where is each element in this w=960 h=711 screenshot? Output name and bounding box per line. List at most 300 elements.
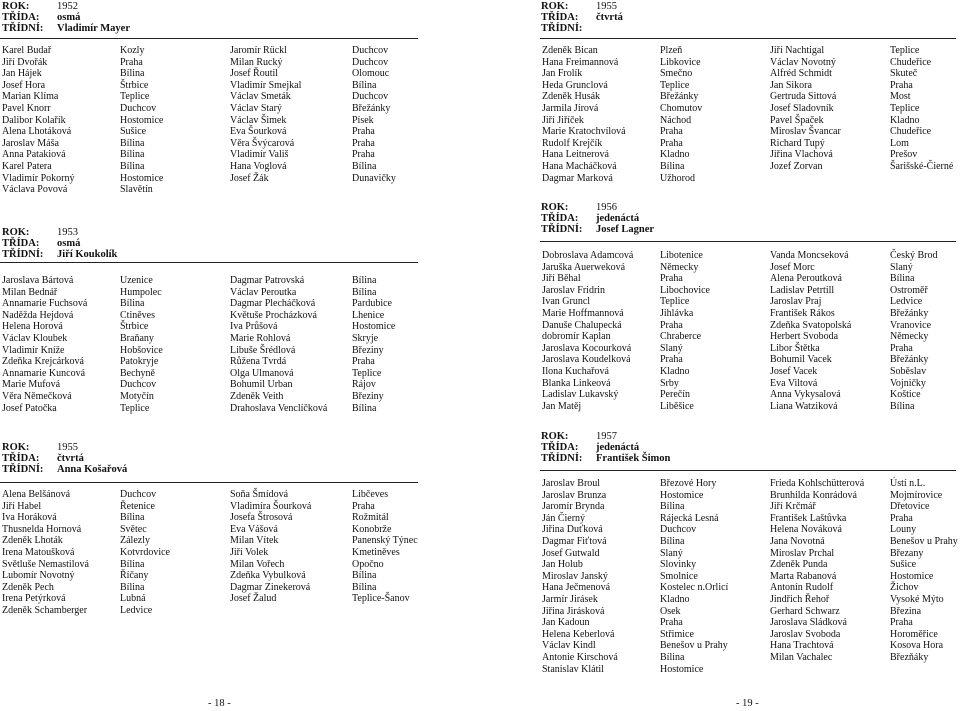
student-name: Milan Vachalec: [770, 651, 833, 663]
student-hometown: Liběšice: [660, 400, 694, 412]
student-hometown: Teplice: [120, 402, 150, 414]
student-hometown: Jihlávka: [660, 307, 694, 319]
student-hometown: Náchod: [660, 114, 692, 126]
header-rok-row: [2, 2, 302, 13]
student-row: [542, 296, 954, 308]
student-row: [2, 138, 416, 150]
student-row: [542, 103, 954, 115]
student-hometown: Duchcov: [352, 91, 389, 103]
student-hometown: Březiny: [352, 390, 384, 402]
student-name: Josef Sladovník: [770, 102, 834, 114]
student-hometown: Rájecká Lesná: [660, 512, 719, 524]
student-hometown: Smolnice: [660, 570, 698, 582]
student-row: [2, 80, 416, 92]
header-rok-row: [2, 443, 302, 454]
student-row: [542, 138, 954, 150]
student-name: Milan Rucký: [230, 56, 283, 68]
student-hometown: Ledvice: [890, 296, 923, 308]
student-hometown: Olomouc: [352, 68, 390, 80]
student-row: [542, 80, 954, 92]
student-row: [542, 366, 954, 378]
student-name: Dagmar Fiťtová: [542, 535, 607, 547]
header-value-rok: 1955: [596, 1, 617, 12]
student-hometown: Kladno: [660, 365, 690, 377]
student-hometown: Ctiněves: [120, 309, 155, 321]
student-hometown: Kosova Hora: [890, 640, 944, 652]
student-hometown: Louny: [890, 524, 917, 536]
student-hometown: Bílina: [352, 160, 377, 172]
student-name: Josef Řoutil: [230, 68, 279, 80]
student-name: Bohumil Vacek: [770, 354, 832, 366]
student-hometown: Libkovice: [660, 56, 701, 68]
student-hometown: Konobrže: [352, 523, 392, 535]
student-list: [542, 45, 954, 184]
student-name: Květuše Procházková: [230, 309, 317, 321]
student-name: Josef Morc: [770, 261, 815, 273]
student-name: Eva Šourková: [230, 126, 287, 138]
student-hometown: Praha: [352, 500, 375, 512]
student-hometown: Mojmírovice: [890, 489, 943, 501]
student-row: [542, 308, 954, 320]
student-hometown: Chudeřice: [890, 126, 932, 138]
student-name: Jaroslav Máša: [2, 137, 59, 149]
student-row: [2, 524, 416, 536]
student-hometown: Praha: [352, 149, 375, 161]
student-hometown: Žichov: [890, 582, 919, 594]
student-row: [542, 401, 954, 413]
student-hometown: Skryje: [352, 332, 379, 344]
student-hometown: Hostomice: [352, 321, 396, 333]
student-name: Milan Vítek: [230, 535, 279, 547]
student-name: Václav Šimek: [230, 114, 287, 126]
student-name: Jaruška Auerweková: [542, 261, 626, 273]
student-row: [2, 275, 416, 287]
header-value-trida: čtvrtá: [57, 453, 84, 464]
student-name: Jiří Nachtigal: [770, 45, 825, 56]
header-label-rok: ROK:: [2, 227, 30, 238]
student-hometown: Bílina: [352, 286, 377, 298]
student-name: Josefa Štrosová: [230, 512, 293, 524]
student-row: [542, 640, 954, 652]
student-row: [542, 478, 954, 490]
student-hometown: Ledvice: [120, 604, 153, 616]
student-name: Vladimíra Šourková: [230, 500, 312, 512]
student-hometown: Kotvrdovice: [120, 546, 170, 558]
student-name: Josef Žalud: [230, 593, 277, 605]
student-hometown: Hostomice: [660, 663, 704, 675]
student-name: Karel Patera: [2, 160, 52, 172]
student-name: Dobroslava Adamcová: [542, 250, 634, 261]
student-hometown: Slaný: [890, 261, 913, 273]
student-name: Marie Mufová: [2, 379, 61, 391]
student-hometown: Praha: [660, 354, 683, 366]
student-row: [542, 354, 954, 366]
student-hometown: Bílina: [120, 581, 145, 593]
student-hometown: Bechyně: [120, 367, 155, 379]
student-hometown: Prešov: [890, 149, 918, 161]
student-hometown: Březové Hory: [660, 478, 717, 489]
header-trida-row: [2, 13, 302, 24]
student-hometown: Břežánky: [890, 354, 929, 366]
header-label-tridni: TŘÍDNÍ:: [2, 23, 44, 34]
student-hometown: Kmetiněves: [352, 546, 400, 558]
student-hometown: Ústí n.L.: [890, 478, 926, 489]
student-name: Jaroslava Bártová: [2, 275, 74, 286]
student-row: [542, 501, 954, 513]
header-trida-row: [541, 214, 841, 225]
header-label-trida: TŘÍDA:: [541, 442, 579, 453]
student-name: Alena Peroutková: [770, 273, 842, 285]
student-name: Jiří Dvořák: [2, 56, 48, 68]
student-name: Alfréd Schmidt: [770, 68, 832, 80]
student-hometown: Hostomice: [890, 570, 934, 582]
student-row: [542, 513, 954, 525]
header-value-tridni: Josef Lagner: [596, 224, 655, 235]
student-name: Jan Frolík: [542, 68, 583, 80]
header-value-rok: 1953: [57, 227, 78, 238]
header-value-tridni: Jiří Koukolík: [57, 249, 118, 260]
student-hometown: Panenský Týnec: [352, 535, 418, 547]
student-name: Marie Kratochvílová: [542, 126, 626, 138]
student-name: Zdeněk Punda: [770, 559, 828, 571]
student-name: Frieda Kohlschütterová: [770, 478, 865, 489]
student-list: [542, 250, 954, 412]
student-hometown: Vysoké Mýto: [890, 593, 944, 605]
header-value-tridni: František Šimon: [596, 453, 671, 464]
header-value-trida: jedenáctá: [596, 442, 640, 453]
student-hometown: Štrbice: [120, 321, 149, 333]
student-hometown: Slovinky: [660, 559, 697, 571]
student-hometown: Praha: [660, 319, 683, 331]
student-name: Jarmír Jirásek: [542, 593, 598, 605]
student-hometown: Hostomice: [660, 489, 704, 501]
student-name: Jan Sikora: [770, 79, 812, 91]
student-row: [2, 593, 416, 605]
student-name: Karel Budař: [2, 45, 52, 56]
student-hometown: Německy: [660, 261, 699, 273]
header-value-rok: 1957: [596, 431, 617, 442]
student-hometown: Rájov: [352, 379, 376, 391]
header-value-rok: 1955: [57, 442, 78, 453]
student-hometown: Sušice: [890, 559, 917, 571]
student-hometown: Bílina: [352, 402, 377, 414]
student-row: [542, 378, 954, 390]
student-hometown: Bílina: [352, 275, 377, 286]
header-label-tridni: TŘÍDNÍ:: [2, 249, 44, 260]
student-hometown: Březina: [890, 605, 922, 617]
header-label-tridni: TŘÍDNÍ:: [541, 453, 583, 464]
student-hometown: Duchcov: [352, 56, 389, 68]
student-name: Milan Bednář: [2, 286, 58, 298]
student-hometown: Hobšovice: [120, 344, 163, 356]
student-row: [542, 45, 954, 57]
student-row: [542, 173, 954, 185]
student-hometown: Praha: [660, 273, 683, 285]
student-row: [542, 68, 954, 80]
student-row: [2, 535, 416, 547]
student-hometown: Humpolec: [120, 286, 162, 298]
header-trida-row: [541, 443, 841, 454]
student-row: [2, 321, 416, 333]
header-label-trida: TŘÍDA:: [2, 453, 40, 464]
student-name: Jaroslav Fridrin: [542, 284, 606, 296]
header-value-trida: osmá: [57, 238, 81, 249]
student-hometown: Teplice: [890, 45, 920, 56]
header-value-trida: čtvrtá: [596, 12, 623, 23]
student-hometown: Praha: [890, 617, 913, 629]
student-hometown: Bílina: [352, 581, 377, 593]
student-hometown: Libochovice: [660, 284, 710, 296]
student-name: Miroslav Švancar: [770, 126, 841, 138]
student-row: [542, 149, 954, 161]
student-name: Dagmar Plecháčková: [230, 298, 316, 310]
header-value-rok: 1956: [596, 202, 617, 213]
student-hometown: Bílina: [120, 558, 145, 570]
student-name: Jan Holub: [542, 559, 583, 571]
student-row: [2, 45, 416, 57]
student-row: [2, 103, 416, 115]
student-name: Jaroslav Svoboda: [770, 628, 841, 640]
student-name: Marie Hoffmannová: [542, 307, 624, 319]
student-name: Zdeněk Bican: [542, 45, 598, 56]
student-name: Blanka Linkeová: [542, 377, 611, 389]
student-row: [2, 126, 416, 138]
student-hometown: Písek: [352, 114, 374, 126]
student-name: Josef Vacek: [770, 365, 818, 377]
student-hometown: Lubná: [120, 593, 146, 605]
student-hometown: Soběslav: [890, 365, 927, 377]
student-hometown: Bílina: [352, 79, 377, 91]
header-value-tridni: Vladimír Mayer: [57, 23, 130, 34]
student-name: Dagmar Marková: [542, 172, 613, 184]
student-name: Zdeněk Schamberger: [2, 604, 88, 616]
header-trida-row: [2, 239, 302, 250]
student-name: Jaromír Brynda: [542, 501, 605, 513]
student-row: [542, 343, 954, 355]
student-hometown: Ostroměř: [890, 284, 928, 296]
student-name: Vladimír Smejkal: [230, 79, 302, 91]
student-name: Stanislav Klátil: [542, 663, 604, 675]
header-value-rok: 1952: [57, 1, 78, 12]
header-rok-row: [541, 203, 841, 214]
header-tridni-row: [541, 225, 841, 236]
student-hometown: Praha: [352, 126, 375, 138]
student-hometown: Lhenice: [352, 309, 385, 321]
header-trida-row: [2, 454, 302, 465]
student-hometown: Smečno: [660, 68, 693, 80]
student-list: [542, 478, 958, 675]
student-name: Brunhilda Konrádová: [770, 489, 857, 501]
header-tridni-row: [2, 24, 302, 35]
student-name: Josef Gutwald: [542, 547, 600, 559]
student-name: Helena Horová: [2, 321, 63, 333]
student-hometown: Hostomice: [120, 172, 164, 184]
student-row: [2, 298, 416, 310]
student-list: [2, 45, 416, 196]
student-row: [542, 571, 954, 583]
student-name: Jiří Jiříček: [542, 114, 584, 126]
student-name: Hana Macháčková: [542, 160, 617, 172]
student-list: [2, 489, 416, 617]
student-hometown: Německy: [890, 331, 929, 343]
header-label-trida: TŘÍDA:: [541, 12, 579, 23]
student-hometown: Benešov u Prahy: [890, 535, 958, 547]
student-name: Irena Matoušková: [2, 546, 75, 558]
student-hometown: Osek: [660, 605, 681, 617]
student-hometown: Benešov u Prahy: [660, 640, 728, 652]
student-row: [542, 262, 954, 274]
student-row: [2, 605, 416, 617]
student-name: Alena Lhotáková: [2, 126, 72, 138]
student-hometown: Kladno: [890, 114, 920, 126]
student-name: Eva Vášová: [230, 523, 278, 535]
header-label-rok: ROK:: [541, 1, 569, 12]
student-name: Václav Kindl: [542, 640, 596, 652]
student-row: [2, 333, 416, 345]
student-name: Zdeňka Vybulková: [230, 570, 306, 582]
student-hometown: Praha: [120, 56, 143, 68]
student-name: Vladimír Pokorný: [2, 172, 75, 184]
student-hometown: Vranovice: [890, 319, 932, 331]
student-name: Thusnelda Hornová: [2, 523, 82, 535]
student-hometown: Teplice: [660, 79, 690, 91]
header-rok-row: [2, 228, 302, 239]
student-hometown: Praha: [890, 512, 913, 524]
student-hometown: Bílina: [120, 68, 145, 80]
student-hometown: Dunavičky: [352, 172, 396, 184]
student-hometown: Břežánky: [352, 102, 391, 114]
student-row: [2, 161, 416, 173]
student-hometown: Bílina: [890, 400, 915, 412]
student-name: Jaroslava Sládková: [770, 617, 847, 629]
student-row: [2, 501, 416, 513]
student-hometown: Zálezly: [120, 535, 150, 547]
student-row: [2, 582, 416, 594]
student-row: [542, 664, 954, 676]
student-name: Jindřich Řehoř: [770, 593, 830, 605]
student-name: Milan Vořech: [230, 558, 285, 570]
student-name: Richard Tupý: [770, 137, 825, 149]
student-name: Annamarie Fuchsová: [2, 298, 88, 310]
student-name: Jaromír Rückl: [230, 45, 287, 56]
header-rok-row: [541, 2, 841, 13]
page-19: [480, 0, 960, 711]
student-name: Václava Povová: [2, 184, 68, 196]
header-tridni-row: [541, 454, 841, 465]
student-hometown: Kladno: [660, 149, 690, 161]
student-hometown: Duchcov: [352, 45, 389, 56]
student-name: Iva Horáková: [2, 512, 57, 524]
student-row: [2, 391, 416, 403]
student-hometown: Sušice: [120, 126, 147, 138]
student-name: Anna Vykysalová: [770, 389, 841, 401]
student-hometown: Plzeň: [660, 45, 683, 56]
student-hometown: Chomutov: [660, 102, 703, 114]
student-hometown: Dřetovice: [890, 501, 930, 513]
student-hometown: Teplice-Šanov: [352, 593, 410, 605]
student-name: Jiří Volek: [230, 546, 269, 558]
student-name: Dagmar Patrovská: [230, 275, 305, 286]
header-tridni-row: [2, 250, 302, 261]
student-hometown: Libčeves: [352, 489, 389, 500]
student-name: Jaroslav Praj: [770, 296, 822, 308]
student-name: Lubomír Novotný: [2, 570, 75, 582]
student-name: Ilona Kuchařová: [542, 365, 609, 377]
student-name: Jiřina Jirásková: [542, 605, 605, 617]
student-hometown: Hostomice: [120, 114, 164, 126]
student-row: [542, 161, 954, 173]
student-row: [2, 91, 416, 103]
student-name: Jan Hájek: [2, 68, 42, 80]
student-row: [542, 91, 954, 103]
student-name: Liana Watziková: [770, 400, 838, 412]
student-name: Hana Ječmenová: [542, 582, 611, 594]
header-label-trida: TŘÍDA:: [541, 213, 579, 224]
student-row: [2, 559, 416, 571]
student-row: [542, 320, 954, 332]
student-hometown: Duchcov: [120, 102, 157, 114]
student-name: Zdeněk Pech: [2, 581, 54, 593]
student-hometown: Břežánky: [890, 307, 929, 319]
student-row: [2, 547, 416, 559]
header-label-rok: ROK:: [541, 431, 569, 442]
student-name: Jana Novotná: [770, 535, 825, 547]
student-name: Drahoslava Venclíčková: [230, 402, 328, 414]
student-hometown: Praha: [890, 342, 913, 354]
header-value-trida: jedenáctá: [596, 213, 640, 224]
student-hometown: Bílina: [120, 149, 145, 161]
student-name: Jiří Habel: [2, 500, 42, 512]
student-hometown: Praha: [660, 617, 683, 629]
student-row: [2, 310, 416, 322]
student-row: [2, 287, 416, 299]
student-hometown: Střimice: [660, 628, 694, 640]
student-name: Vladimír Kníže: [2, 344, 65, 356]
student-name: Hana Voglová: [230, 160, 287, 172]
student-name: Pavel Knorr: [2, 102, 51, 114]
student-hometown: Teplice: [660, 296, 690, 308]
student-name: Václav Kloubek: [2, 332, 68, 344]
student-name: Miroslav Janský: [542, 570, 608, 582]
student-name: Dagmar Zinekerová: [230, 581, 311, 593]
student-name: Rudolf Krejčík: [542, 137, 603, 149]
student-row: [542, 115, 954, 127]
student-name: Jaroslav Brunza: [542, 489, 607, 501]
student-hometown: Kozly: [120, 45, 145, 56]
header-label-rok: ROK:: [541, 202, 569, 213]
student-name: Světluše Nemastilová: [2, 558, 89, 570]
student-name: Bohumil Urban: [230, 379, 293, 391]
section-divider: [540, 241, 956, 242]
student-row: [542, 285, 954, 297]
header-label-tridni: TŘÍDNÍ:: [2, 464, 44, 475]
student-hometown: Chudeřice: [890, 56, 932, 68]
student-name: Antonín Rudolf: [770, 582, 834, 594]
student-hometown: Uzenice: [120, 275, 153, 286]
student-hometown: Skuteč: [890, 68, 918, 80]
student-hometown: Světec: [120, 523, 147, 535]
student-row: [542, 524, 954, 536]
student-name: Jaroslav Broul: [542, 478, 601, 489]
student-row: [542, 629, 954, 641]
student-hometown: Slaný: [660, 342, 683, 354]
student-row: [542, 582, 954, 594]
student-name: Jan Matěj: [542, 400, 582, 412]
student-hometown: Braňany: [120, 332, 154, 344]
student-name: Alena Belšánová: [2, 489, 71, 500]
section-divider: [0, 262, 418, 263]
student-name: František Laštůvka: [770, 512, 847, 524]
